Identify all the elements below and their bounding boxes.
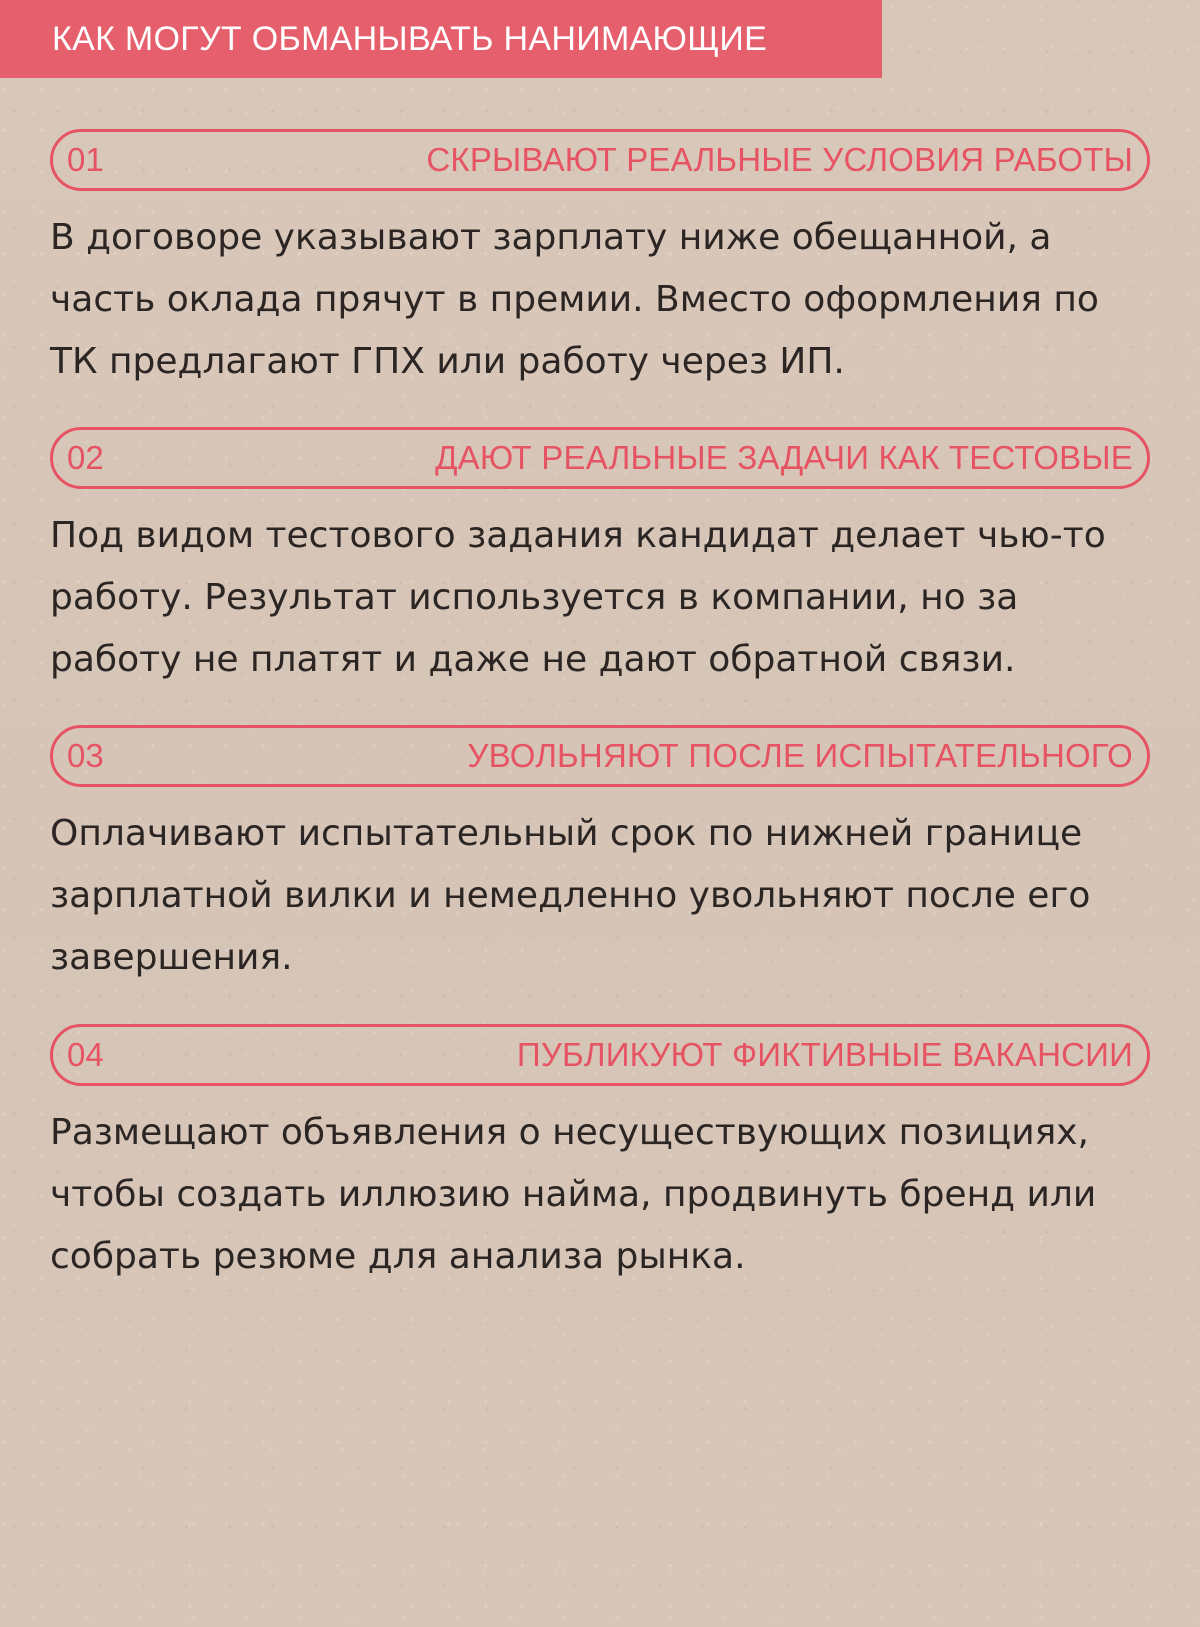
- list-item: [50, 129, 1150, 393]
- item-number: 04: [67, 1036, 104, 1073]
- item-description: Под видом тестового задания кандидат делает чью-то работу. Результат используется в компании, но за работу не платят и даже не дают обратной связи.: [50, 515, 1106, 680]
- page-title: КАК МОГУТ ОБМАНЫВАТЬ НАНИМАЮЩИЕ: [52, 19, 768, 58]
- item-number: 03: [67, 737, 104, 774]
- item-title: ДАЮТ РЕАЛЬНЫЕ ЗАДАЧИ КАК ТЕСТОВЫЕ: [435, 439, 1133, 476]
- item-number: 02: [67, 439, 104, 476]
- item-title-pill: [50, 129, 1150, 191]
- item-description: В договоре указывают зарплату ниже обещанной, а часть оклада прячут в премии. Вместо оформления по ТК предлагают ГПХ или работу через ИП.: [50, 217, 1099, 382]
- list-item: [50, 427, 1150, 691]
- item-description: Оплачивают испытательный срок по нижней границе зарплатной вилки и немедленно увольняют после его завершения.: [50, 813, 1091, 978]
- item-title-pill: [50, 725, 1150, 787]
- header-bar: [0, 0, 882, 78]
- item-title-pill: [50, 1024, 1150, 1086]
- item-number: 01: [67, 141, 104, 178]
- item-title: ПУБЛИКУЮТ ФИКТИВНЫЕ ВАКАНСИИ: [516, 1036, 1133, 1073]
- list-item: [50, 725, 1150, 989]
- item-description: Размещают объявления о несуществующих позициях, чтобы создать иллюзию найма, продвинуть бренд или собрать резюме для анализа рынка.: [50, 1112, 1097, 1277]
- item-title-pill: [50, 427, 1150, 489]
- list-item: [50, 1024, 1150, 1288]
- item-title: УВОЛЬНЯЮТ ПОСЛЕ ИСПЫТАТЕЛЬНОГО: [467, 737, 1133, 774]
- item-title: СКРЫВАЮТ РЕАЛЬНЫЕ УСЛОВИЯ РАБОТЫ: [426, 141, 1133, 178]
